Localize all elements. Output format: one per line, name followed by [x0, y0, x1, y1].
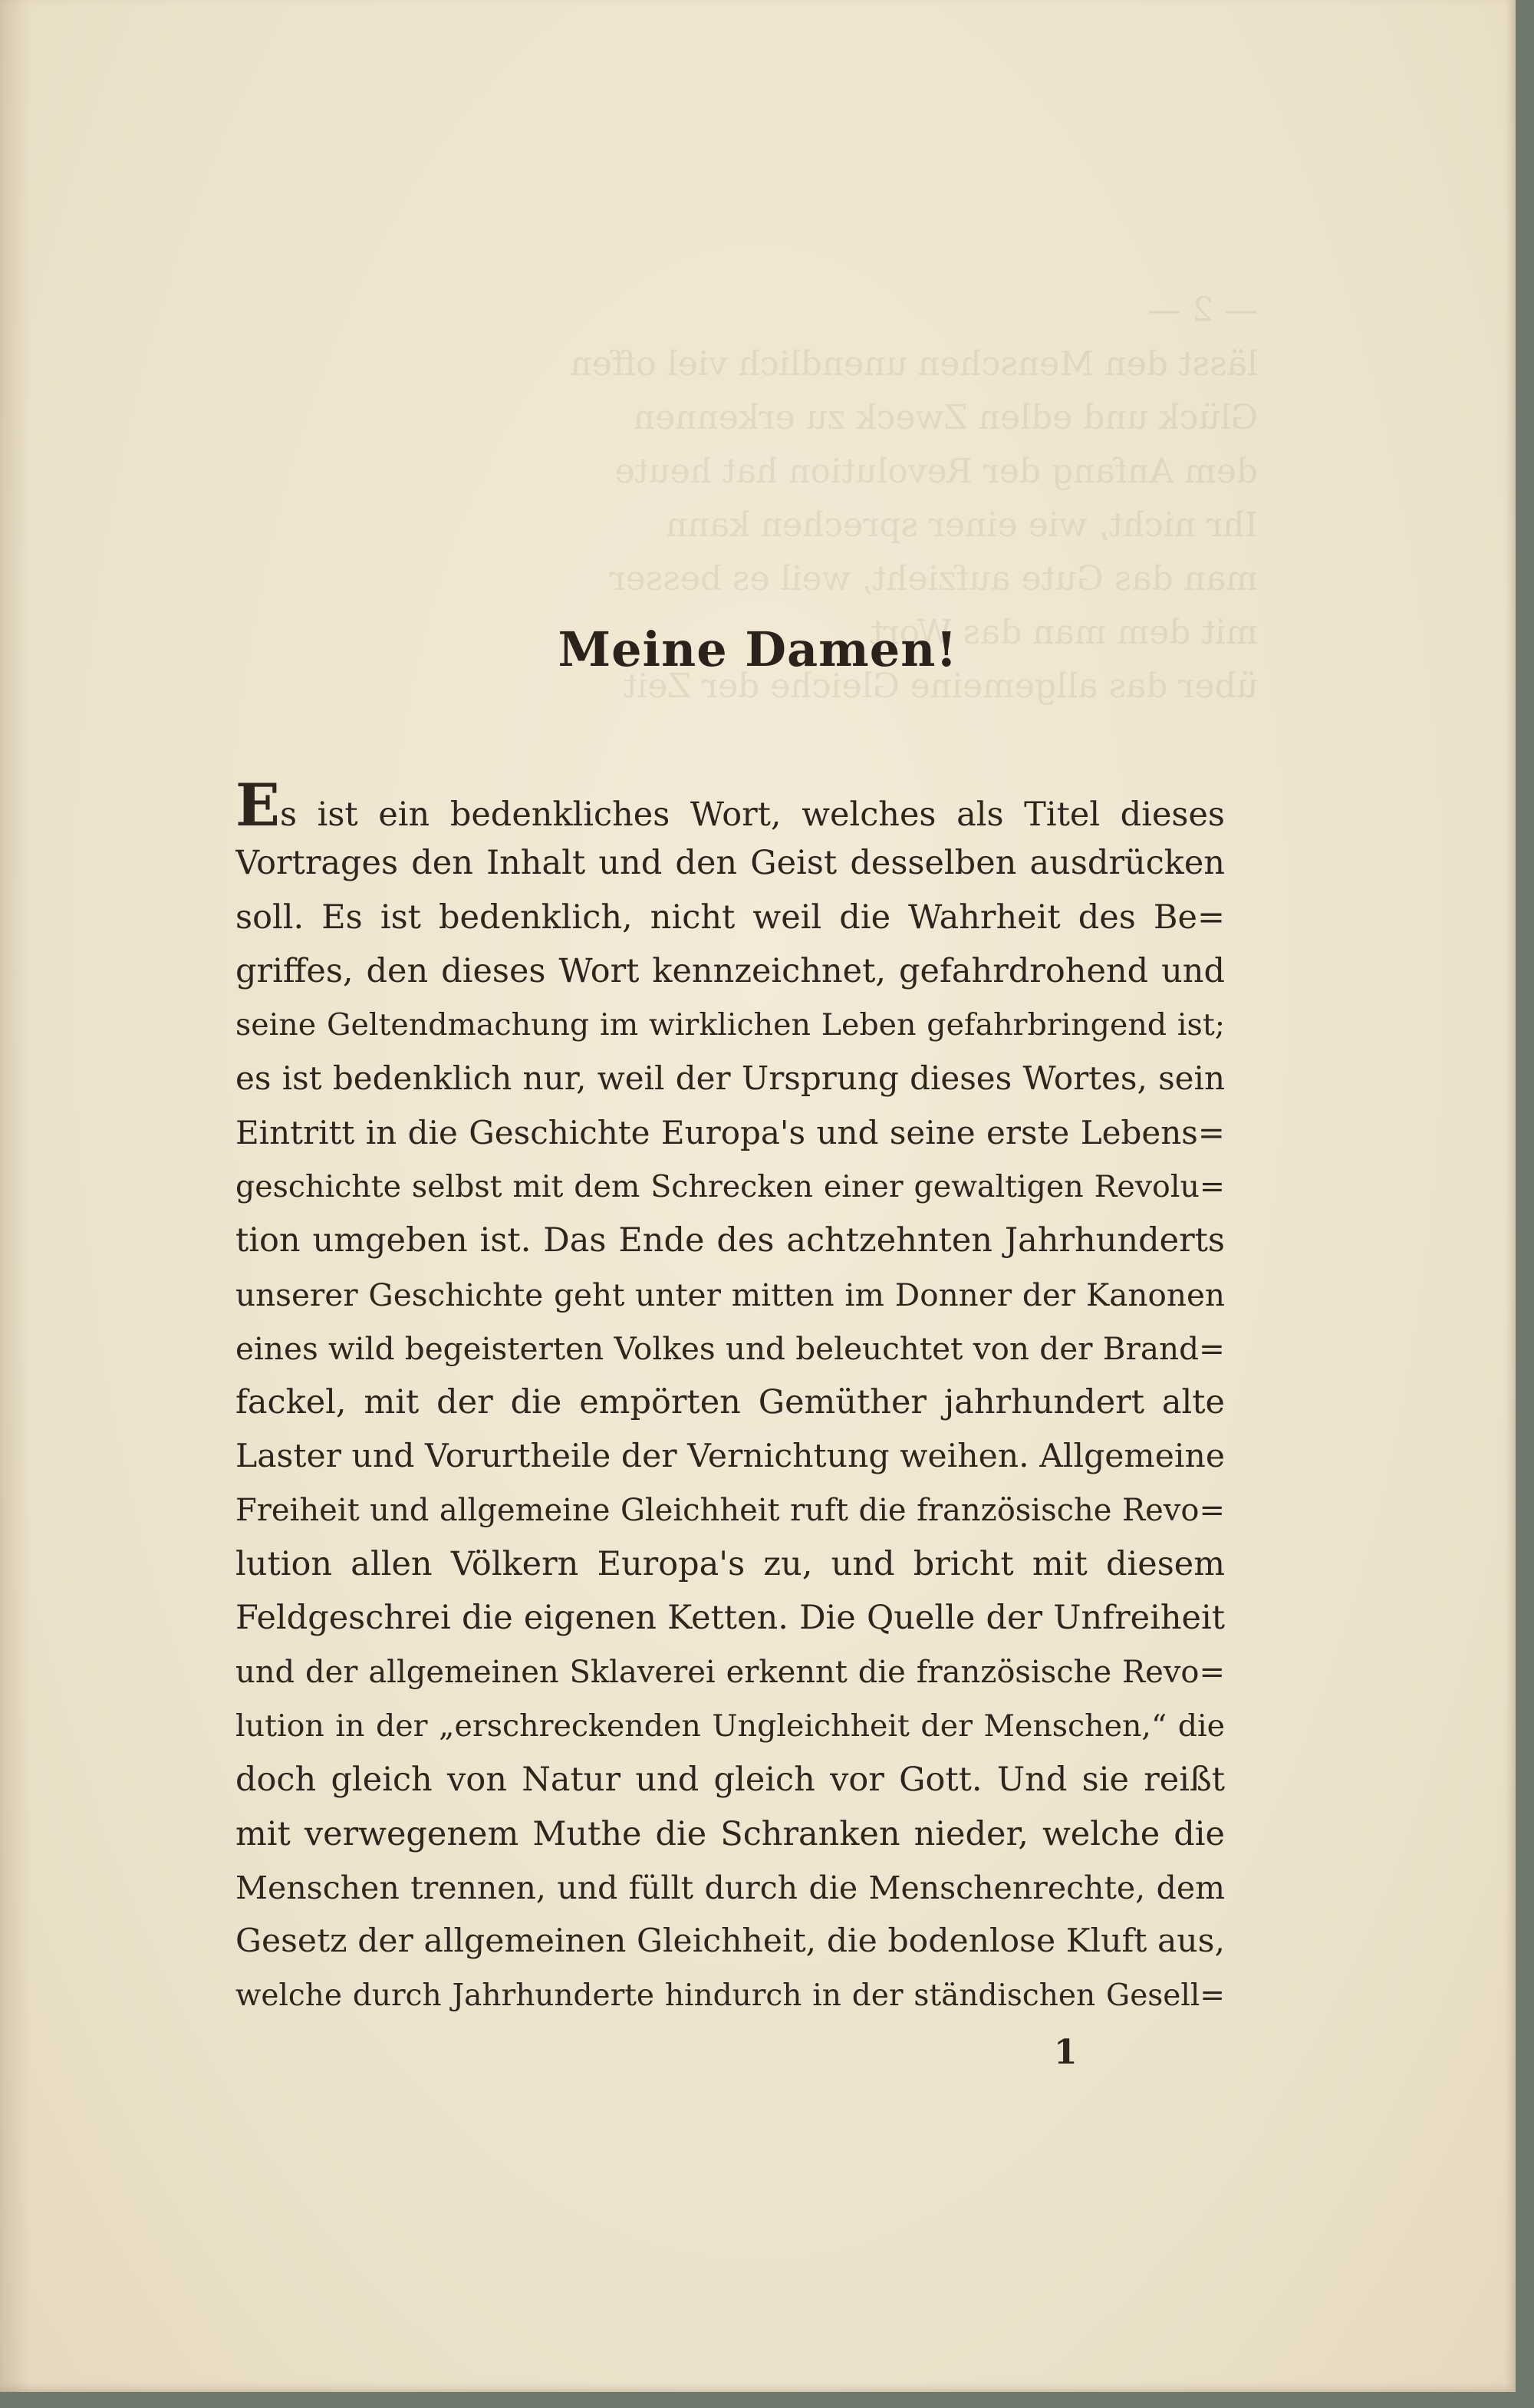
drop-cap: E: [235, 782, 280, 837]
text-line: Gesetz der allgemeinen Gleichheit, die bodenlose Kluft aus,: [235, 1922, 1225, 1961]
text-line: geschichte selbst mit dem Schrecken einer gewaltigen Revolu=: [235, 1169, 1225, 1205]
text-line: und der allgemeinen Sklaverei erkennt die französische Revo=: [235, 1654, 1225, 1690]
page-number: 1: [1054, 2033, 1078, 2072]
text-line: doch gleich von Natur und gleich vor Gott. Und sie reißt: [235, 1761, 1225, 1800]
page-title: Meine Damen!: [558, 621, 958, 677]
text-line: Laster und Vorurtheile der Vernichtung weihen. Allgemeine: [235, 1437, 1225, 1475]
text-line: tion umgeben ist. Das Ende des achtzehnten Jahrhunderts: [235, 1221, 1225, 1260]
text-line: griffes, den dieses Wort kennzeichnet, gefahrdrohend und: [235, 951, 1225, 990]
text-line: unserer Geschichte geht unter mitten im Donner der Kanonen: [235, 1276, 1225, 1313]
text-line: welche durch Jahrhunderte hindurch in der ständischen Gesell=: [235, 1978, 1225, 2013]
body-text: [235, 782, 1225, 2023]
text-line: Eintritt in die Geschichte Europa's und seine erste Lebens=: [235, 1113, 1225, 1151]
text-line: fackel, mit der die empörten Gemüther jahrhundert alte: [235, 1383, 1225, 1422]
first-line: [235, 782, 1225, 836]
text-line: lution allen Völkern Europa's zu, und bricht mit diesem: [235, 1545, 1225, 1584]
text-line: Vortrages den Inhalt und den Geist desselben ausdrücken: [235, 844, 1225, 883]
text-line: Feldgeschrei die eigenen Ketten. Die Quelle der Unfreiheit: [235, 1599, 1225, 1638]
text-line: soll. Es ist bedenklich, nicht weil die Wahrheit des Be=: [235, 898, 1225, 937]
text-line: Menschen trennen, und füllt durch die Menschenrechte, dem: [235, 1869, 1225, 1906]
text-line: es ist bedenklich nur, weil der Ursprung dieses Wortes, sein: [235, 1059, 1225, 1098]
show-through-text: — 2 — lässt den Menschen unendlich viel offen Glück und edlen Zweck zu erkennen dem Anfang der Revolution hat heute Ihr nicht, wie einer sprechen kann man das Gute aufzieht, weil es besser mit dem man das Wort über das allgemeine Gleiche der Zeit: [570, 291, 1258, 706]
text-line: Freiheit und allgemeine Gleichheit ruft die französische Revo=: [235, 1492, 1225, 1528]
first-line-text: s ist ein bedenkliches Wort, welches als Titel dieses: [279, 796, 1225, 834]
text-line: lution in der „erschreckenden Ungleichheit der Menschen,“ die: [235, 1708, 1225, 1744]
text-line: eines wild begeisterten Volkes und beleuchtet von der Brand=: [235, 1329, 1225, 1367]
text-line: mit verwegenem Muthe die Schranken nieder, welche die: [235, 1814, 1225, 1853]
text-line: seine Geltendmachung im wirklichen Leben gefahrbringend ist;: [235, 1007, 1225, 1043]
spine-shadow: [0, 0, 31, 2392]
